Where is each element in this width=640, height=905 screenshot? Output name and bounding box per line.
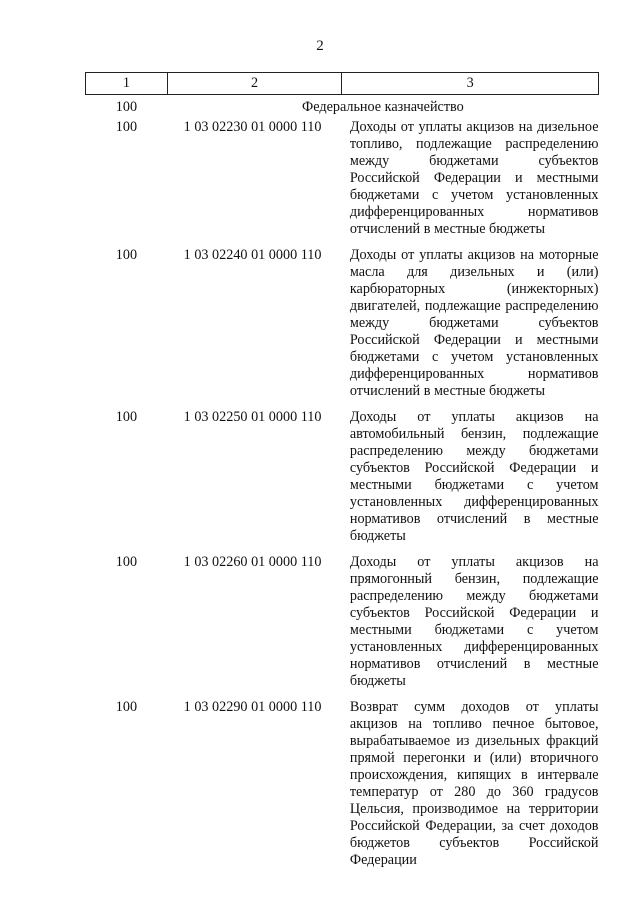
- revenue-name-cell: Доходы от уплаты акцизов на дизельное топливо, подлежащие распределению между бюджетами субъектов Российской Федерации и местными бюджетами с учетом установленных дифференцированных нормативов отчислений в местные бюджеты: [349, 119, 599, 237]
- section-title: Федеральное казначейство: [302, 99, 464, 115]
- admin-code-cell: 100: [115, 554, 138, 570]
- kbk-code-cell: 1 03 02290 01 0000 110: [183, 699, 322, 715]
- kbk-code-cell: 1 03 02230 01 0000 110: [183, 119, 322, 135]
- table-row: [86, 247, 599, 409]
- section-row: [86, 95, 599, 120]
- table-row: [86, 119, 599, 247]
- column-header-1: 1: [86, 73, 168, 95]
- kbk-code-cell: 1 03 02240 01 0000 110: [183, 247, 322, 263]
- page-number: 2: [316, 38, 324, 54]
- admin-code-cell: 100: [115, 409, 138, 425]
- table-row: [86, 409, 599, 554]
- table-body: [86, 95, 599, 879]
- table-header-row: [86, 73, 599, 95]
- column-header-3: 3: [342, 73, 599, 95]
- column-header-2: 2: [167, 73, 342, 95]
- kbk-code-cell: 1 03 02260 01 0000 110: [183, 554, 322, 570]
- admin-code-cell: 100: [115, 699, 138, 715]
- revenue-name-cell: Доходы от уплаты акцизов на моторные масла для дизельных и (или) карбюраторных (инжекторных) двигателей, подлежащие распределению между бюджетами субъектов Российской Федерации и местными бюджетами с учетом установленных дифференцированных нормативов отчислений в местные бюджеты: [349, 247, 599, 399]
- admin-code-cell: 100: [115, 119, 138, 135]
- revenue-name-cell: Возврат сумм доходов от уплаты акцизов на топливо печное бытовое, вырабатываемое из дизельных фракций прямой перегонки и (или) вторичного происхождения, кипящих в интервале температур от 280 до 360 градусов Цельсия, производимое на территории Российской Федерации, за счет доходов бюджетов субъектов Российской Федерации: [349, 699, 599, 868]
- table-row: [86, 699, 599, 878]
- table-row: [86, 554, 599, 699]
- revenue-name-cell: Доходы от уплаты акцизов на прямогонный бензин, подлежащие распределению между бюджетами субъектов Российской Федерации и местными бюджетами с учетом установленных дифференцированных нормативов отчислений в местные бюджеты: [349, 554, 599, 689]
- table-header: [86, 73, 599, 95]
- kbk-code-cell: 1 03 02250 01 0000 110: [183, 409, 322, 425]
- revenue-codes-table: [85, 72, 599, 878]
- section-admin-code: 100: [115, 99, 138, 115]
- revenue-name-cell: Доходы от уплаты акцизов на автомобильный бензин, подлежащие распределению между бюджетами субъектов Российской Федерации и местными бюджетами с учетом установленных дифференцированных нормативов отчислений в местные бюджеты: [349, 409, 599, 544]
- admin-code-cell: 100: [115, 247, 138, 263]
